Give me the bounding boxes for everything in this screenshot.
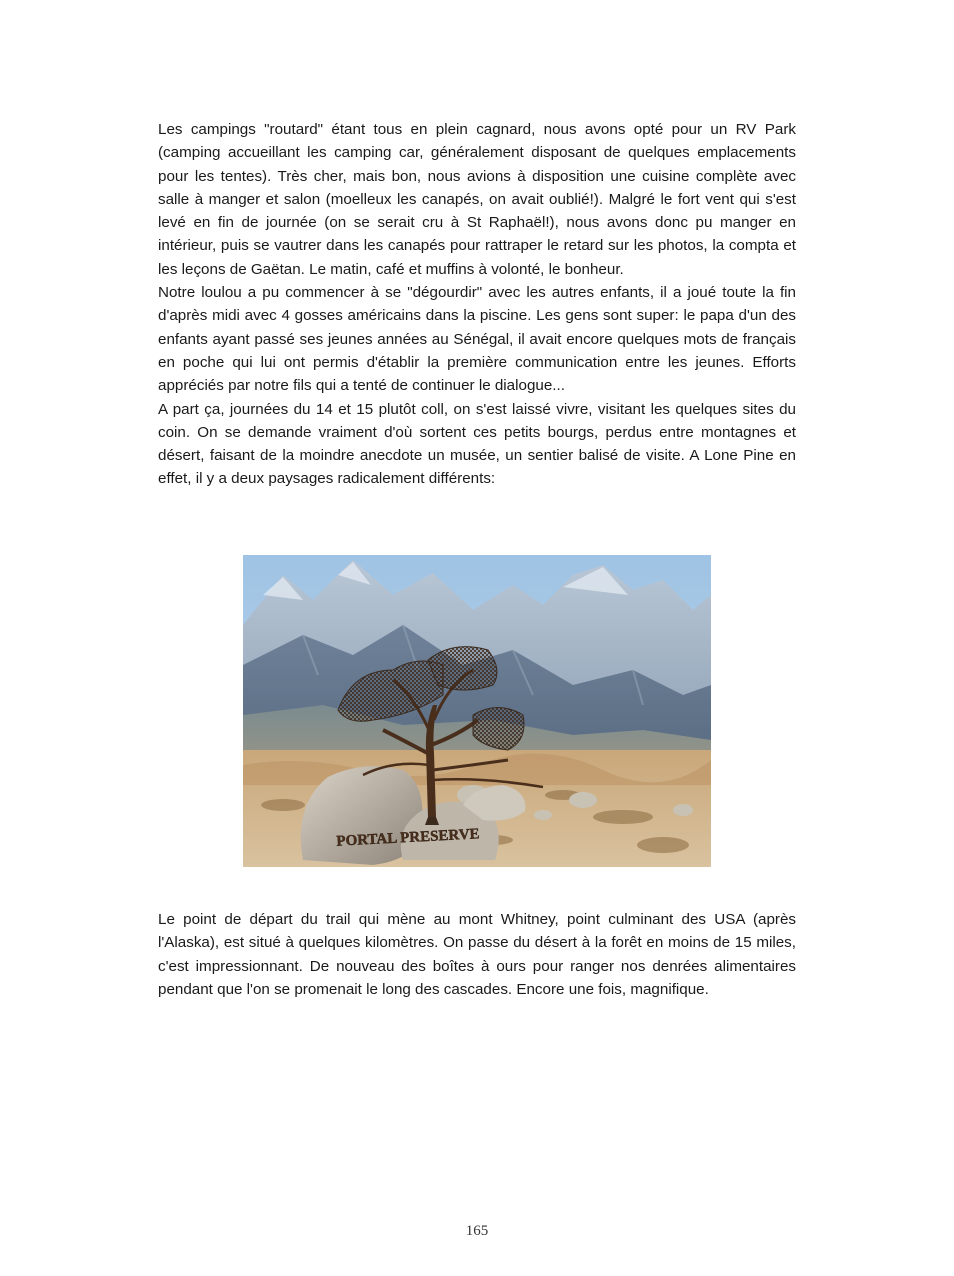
paragraph: Le point de départ du trail qui mène au mont Whitney, point culminant des USA (après l'Alaska), est situé à quelques kilomètres. On passe du désert à la forêt en moins de 15 miles, c'est impressionnant. De nouveau des boîtes à ours pour ranger nos denrées alimentaires pendant que l'on se promenait le long des cascades. Encore une fois, magnifique. <box>158 911 796 998</box>
paragraph: A part ça, journées du 14 et 15 plutôt coll, on s'est laissé vivre, visitant les quelques sites du coin. On se demande vraiment d'où sortent ces petits bourgs, perdus entre montagnes et désert, faisant de la moindre anecdote un musée, un sentier balisé de visite. A Lone Pine en effet, il y a deux paysages radicalement différents: <box>158 400 796 488</box>
sign-text: PORTAL PRESERVE <box>336 826 480 850</box>
text-block-top <box>158 118 796 491</box>
page-number: 165 <box>465 1223 489 1239</box>
text-block-bottom <box>158 908 796 1001</box>
paragraph: Les campings "routard" étant tous en plein cagnard, nous avons opté pour un RV Park (camping accueillant les camping car, généralement disposant de quelques emplacements pour les tentes). Très cher, mais bon, nous avions à disposition une cuisine complète avec salle à manger et salon (moelleux les canapés, on avait oublié!). Malgré le fort vent qui s'est levé en fin de journée (on se serait cru à St Raphaël!), nous avons donc pu manger en intérieur, puis se vautrer dans les canapés pour rattraper le retard sur les photos, la compta et les leçons de Gaëtan. Le matin, café et muffins à volonté, le bonheur. <box>158 121 796 278</box>
portal-preserve-sign <box>328 825 488 850</box>
photo-portal-preserve <box>243 555 711 867</box>
paragraph: Notre loulou a pu commencer à se "dégourdir" avec les autres enfants, il a joué toute la fin d'après midi avec 4 gosses américains dans la piscine. Les gens sont super: le papa d'un des enfants ayant passé ses jeunes années au Sénégal, il avait encore quelques mots de français en poche qui lui ont permis d'établir la première communication entre les jeunes. Efforts appréciés par notre fils qui a tenté de continuer le dialogue... <box>158 284 796 395</box>
